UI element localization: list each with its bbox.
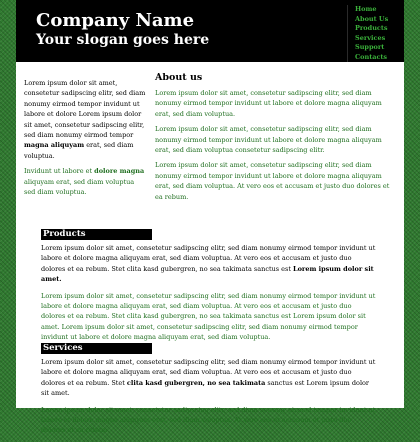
services-paragraph: Lorem ipsum dolor sit amet, consetetur sadipscing elitr, sed diam nonumy eirmod tempor invidunt ut labore et dolore magna aliquyam erat, sed diam voluptua. At vero eos et accusam et justo duo dolores et ea rebum. [41, 405, 376, 435]
products-section [41, 229, 377, 349]
about-paragraph: Lorem ipsum dolor sit amet, consetetur sadipscing elitr, sed diam nonumy eirmod tempor invidunt ut labore et dolore magna aliquyam erat, sed diam voluptua. At vero eos et accusam et justo duo dolores et ea rebum. [155, 161, 390, 201]
nav-about-link[interactable]: About Us [355, 14, 389, 23]
about-paragraph: Lorem ipsum dolor sit amet, consetetur sadipscing elitr, sed diam nonumy eirmod tempor invidunt ut labore et dolore magna aliquyam erat, sed diam voluptua. [155, 89, 382, 118]
about-section [155, 72, 393, 207]
products-paragraph: Lorem ipsum dolor sit amet, consetetur sadipscing elitr, sed diam nonumy eirmod tempor invidunt ut labore et dolore magna aliquyam erat, sed diam voluptua. At vero eos et accusam et justo duo dolores et ea rebum. Stet clita kasd gubergren, no sea takimata sanctus est Lorem ipsum dolor sit amet. Lorem ipsum dolor sit amet, consetetur sadipscing elitr, sed diam nonumy eirmod tempor invidunt ut labore et dolore magna aliquyam erat, sed diam voluptua. [41, 291, 376, 342]
nav-home-link[interactable]: Home [355, 5, 377, 13]
bold-text: magna aliquyam [24, 141, 85, 150]
bold-text: Lorem ipsum dolor sit amet. [41, 264, 374, 284]
services-title: Services [41, 343, 152, 354]
products-paragraph: Lorem ipsum dolor sit amet, consetetur sadipscing elitr, sed diam nonumy eirmod tempor invidunt ut labore et dolore magna aliquyam erat, sed diam voluptua. At vero eos et accusam et justo duo dolores et ea rebum. Stet clita kasd gubergren, no sea takimata sanctus est Lorem ipsum dolor sit amet. [41, 244, 376, 284]
about-paragraph: Lorem ipsum dolor sit amet, consetetur sadipscing elitr, sed diam nonumy eirmod tempor invidunt ut labore et dolore magna aliquyam erat, sed diam voluptua consetetur sadipscing elitr. [155, 125, 382, 155]
services-section [41, 343, 377, 442]
sidebar-paragraph: Lorem ipsum dolor sit amet, consetetur sadipscing elitr, sed diam nonumy eirmod tempor invidunt ut labore et dolore Lorem ipsum dolor sit amet, consetetur sadipscing elitr, sed diam nonumy eirmod tempor magna aliquyam erat, sed diam voluptua. [24, 79, 146, 160]
nav-contacts-link[interactable]: Contacts [355, 52, 388, 61]
slogan: Your slogan goes here [36, 32, 210, 48]
company-name[interactable]: Company Name [36, 10, 195, 31]
sidebar-paragraph: Invidunt ut labore et dolore magna aliquyam erat, sed diam voluptua sed diam voluptua. [24, 167, 145, 197]
bold-text: clita kasd gubergren, no sea takimata [126, 378, 266, 387]
nav-menu [347, 5, 405, 62]
nav-support-link[interactable]: Support [355, 43, 385, 51]
products-title: Products [41, 229, 152, 240]
about-title: About us [155, 72, 203, 83]
nav-services-link[interactable]: Services [355, 33, 386, 42]
page [16, 0, 404, 435]
header [16, 0, 404, 62]
services-paragraph: Lorem ipsum dolor sit amet, consetetur sadipscing elitr, sed diam nonumy eirmod tempor invidunt ut labore et dolore magna aliquyam erat, sed diam voluptua. At vero eos et accusam et justo duo dolores et ea rebum. Stet clita kasd gubergren, no sea takimata sanctus est Lorem ipsum dolor sit amet. [41, 358, 376, 398]
nav-products-link[interactable]: Products [355, 24, 388, 32]
bold-text: dolore magna [94, 167, 145, 176]
sidebar [24, 78, 146, 202]
